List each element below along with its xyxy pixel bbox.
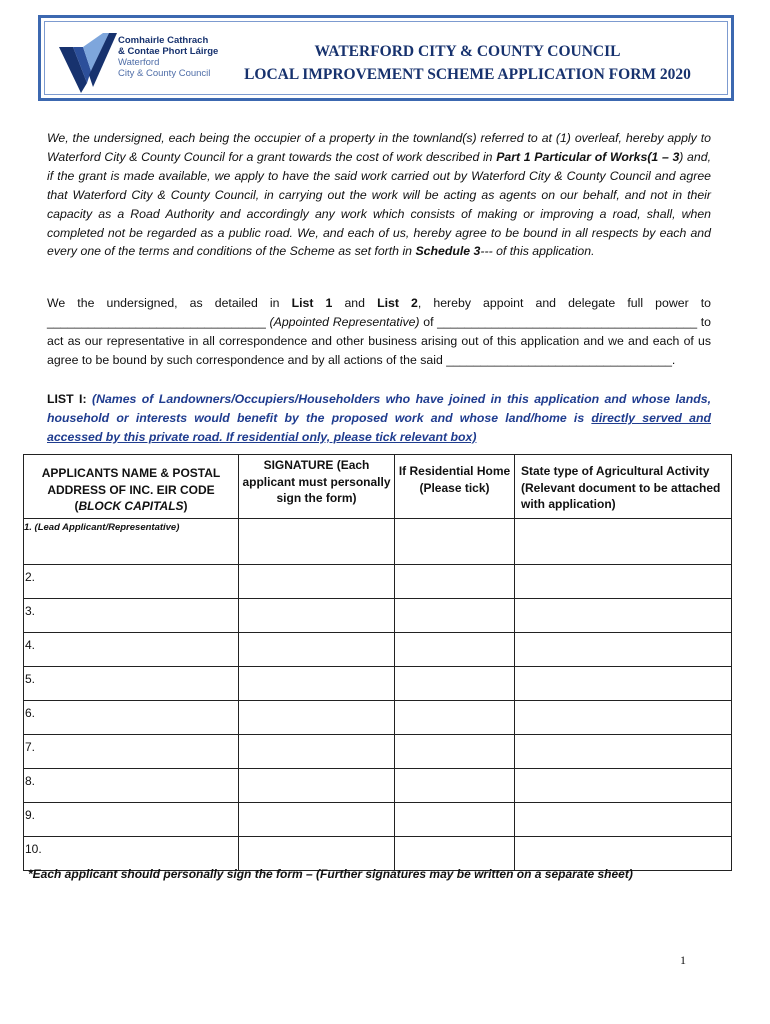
agricultural-activity-cell[interactable] [515,701,732,735]
applicant-name-cell[interactable] [24,633,239,667]
applicant-name-cell[interactable] [24,519,239,565]
header-paren-open: ( [74,499,79,513]
agricultural-activity-cell[interactable] [515,633,732,667]
residential-tick-cell[interactable] [395,667,515,701]
signature-footnote: *Each applicant should personally sign the form – (Further signatures may be written on a separate sheet) [28,867,633,881]
header-signature: SIGNATURE (Each applicant must personally sign the form) [239,455,395,519]
signature-cell[interactable] [239,837,395,871]
table-row [24,701,732,735]
council-logo [59,31,219,93]
row-number: 3. [25,604,36,618]
residential-tick-cell[interactable] [395,735,515,769]
row-number: 7. [25,740,36,754]
declaration-part1-ref: Part 1 Particular of Works(1 – 3 [496,149,680,164]
header-block-capitals: BLOCK CAPITALS [78,499,184,513]
row-number: 5. [25,672,36,686]
form-header [38,15,734,101]
table-row [24,837,732,871]
agricultural-activity-cell[interactable] [515,735,732,769]
residential-tick-cell[interactable] [395,633,515,667]
appointment-list2-ref: List 2 [377,296,418,310]
declaration-text-3: --- of this application. [480,244,595,259]
table-row [24,735,732,769]
list-one-label: LIST I [47,392,83,406]
header-inner-border [44,21,728,95]
signature-cell[interactable] [239,599,395,633]
signature-cell[interactable] [239,803,395,837]
agricultural-activity-cell[interactable] [515,565,732,599]
declaration-paragraph [47,129,711,261]
council-logo-mark-icon [59,31,117,93]
agricultural-activity-cell[interactable] [515,667,732,701]
signature-cell[interactable] [239,519,395,565]
residential-tick-cell[interactable] [395,565,515,599]
row-number: 8. [25,774,36,788]
header-applicant-name-text: APPLICANTS NAME & POSTAL ADDRESS OF INC. EIR CODE [41,466,221,497]
agricultural-activity-cell[interactable] [515,769,732,803]
applicant-name-cell[interactable] [24,803,239,837]
form-title [215,40,720,86]
logo-line-3: Waterford [118,57,160,68]
residential-tick-cell[interactable] [395,599,515,633]
logo-wordmark [118,35,218,79]
agricultural-activity-cell[interactable] [515,803,732,837]
table-row [24,599,732,633]
row-number: 10. [25,842,42,856]
signature-cell[interactable] [239,633,395,667]
list-one-colon: : [82,392,92,406]
list-one-residential-note: . If residential only, please tick relevant box) [219,429,477,444]
list-one-underlined-text: directly served and accessed by this private road [47,410,711,444]
declaration-schedule-ref: Schedule 3 [415,244,481,259]
signature-cell[interactable] [239,735,395,769]
table-row [24,565,732,599]
list-one-description: (Names of Landowners/Occupiers/Householders who have joined in this application and whose lands, household or interests would benefit by the proposed work and whose land/home is [47,392,711,425]
list-one-heading [47,390,711,447]
declaration-text-1: We, the undersigned, each being the occupier of a property in the townland(s) referred to at (1) overleaf, hereby apply to Waterford City & County Council for a grant towards the cost of work described in [47,131,711,164]
table-row [24,803,732,837]
lead-applicant-label: 1. (Lead Applicant/Representative) [24,522,180,533]
table-header-row [24,455,732,519]
signature-cell[interactable] [239,701,395,735]
applicant-name-cell[interactable] [24,565,239,599]
table-row [24,519,732,565]
table-row [24,769,732,803]
title-form-name: LOCAL IMPROVEMENT SCHEME APPLICATION FORM 2020 [244,66,691,83]
agricultural-activity-cell[interactable] [515,837,732,871]
row-number: 6. [25,706,36,720]
table-row [24,633,732,667]
signature-cell[interactable] [239,667,395,701]
agricultural-activity-cell[interactable] [515,519,732,565]
appointment-list1-ref: List 1 [291,296,333,310]
appointment-text-4: of ______________________________________ to act as our representative in all correspondence and other business arising out of this application and we and each of us agree to be bound by such correspondence and by all actions of the said _________________________________. [47,314,712,367]
header-agricultural-activity: State type of Agricultural Activity (Relevant document to be attached with application) [515,455,732,519]
residential-tick-cell[interactable] [395,803,515,837]
applicant-name-cell[interactable] [24,701,239,735]
page-number: 1 [680,953,686,967]
appointment-text-3: , hereby appoint and delegate full power to ________________________________ [47,296,711,329]
applicants-table [23,454,732,871]
applicant-name-cell[interactable] [24,599,239,633]
appointment-text-2: and [332,296,378,310]
applicant-name-cell[interactable] [24,837,239,871]
appointed-representative-label: (Appointed Representative) [269,314,420,329]
appointment-text-1: We the undersigned, as detailed in [47,296,292,310]
residential-tick-cell[interactable] [395,769,515,803]
logo-line-2: & Contae Phort Láirge [118,46,219,57]
header-applicant-name [24,455,239,519]
row-number: 2. [25,570,36,584]
residential-tick-cell[interactable] [395,837,515,871]
residential-tick-cell[interactable] [395,519,515,565]
header-residential: If Residential Home (Please tick) [395,455,515,519]
residential-tick-cell[interactable] [395,701,515,735]
applicant-name-cell[interactable] [24,769,239,803]
signature-cell[interactable] [239,769,395,803]
header-paren-close: ) [183,499,188,513]
logo-line-4: City & County Council [118,68,211,79]
table-row [24,667,732,701]
row-number: 9. [25,808,36,822]
signature-cell[interactable] [239,565,395,599]
agricultural-activity-cell[interactable] [515,599,732,633]
declaration-text-2: ) and, if the grant is made available, we apply to have the said work carried out by Waterford City & County Council and agree that Waterford City & County Council, in carrying out the work will be acting as agents on our behalf, and not in their capacity as a Road Authority and accordingly any work which consists of making or improving a road, shall, when completed not be regarded as a public road. We, and each of us, hereby agree to be bound in all respects by each and every one of the terms and conditions of the Scheme as set forth in [47,149,711,259]
applicant-name-cell[interactable] [24,735,239,769]
applicant-name-cell[interactable] [24,667,239,701]
title-council: WATERFORD CITY & COUNTY COUNCIL [314,43,621,60]
row-number: 4. [25,638,36,652]
logo-line-1: Comhairle Cathrach [118,35,209,46]
appointment-paragraph [47,294,711,370]
